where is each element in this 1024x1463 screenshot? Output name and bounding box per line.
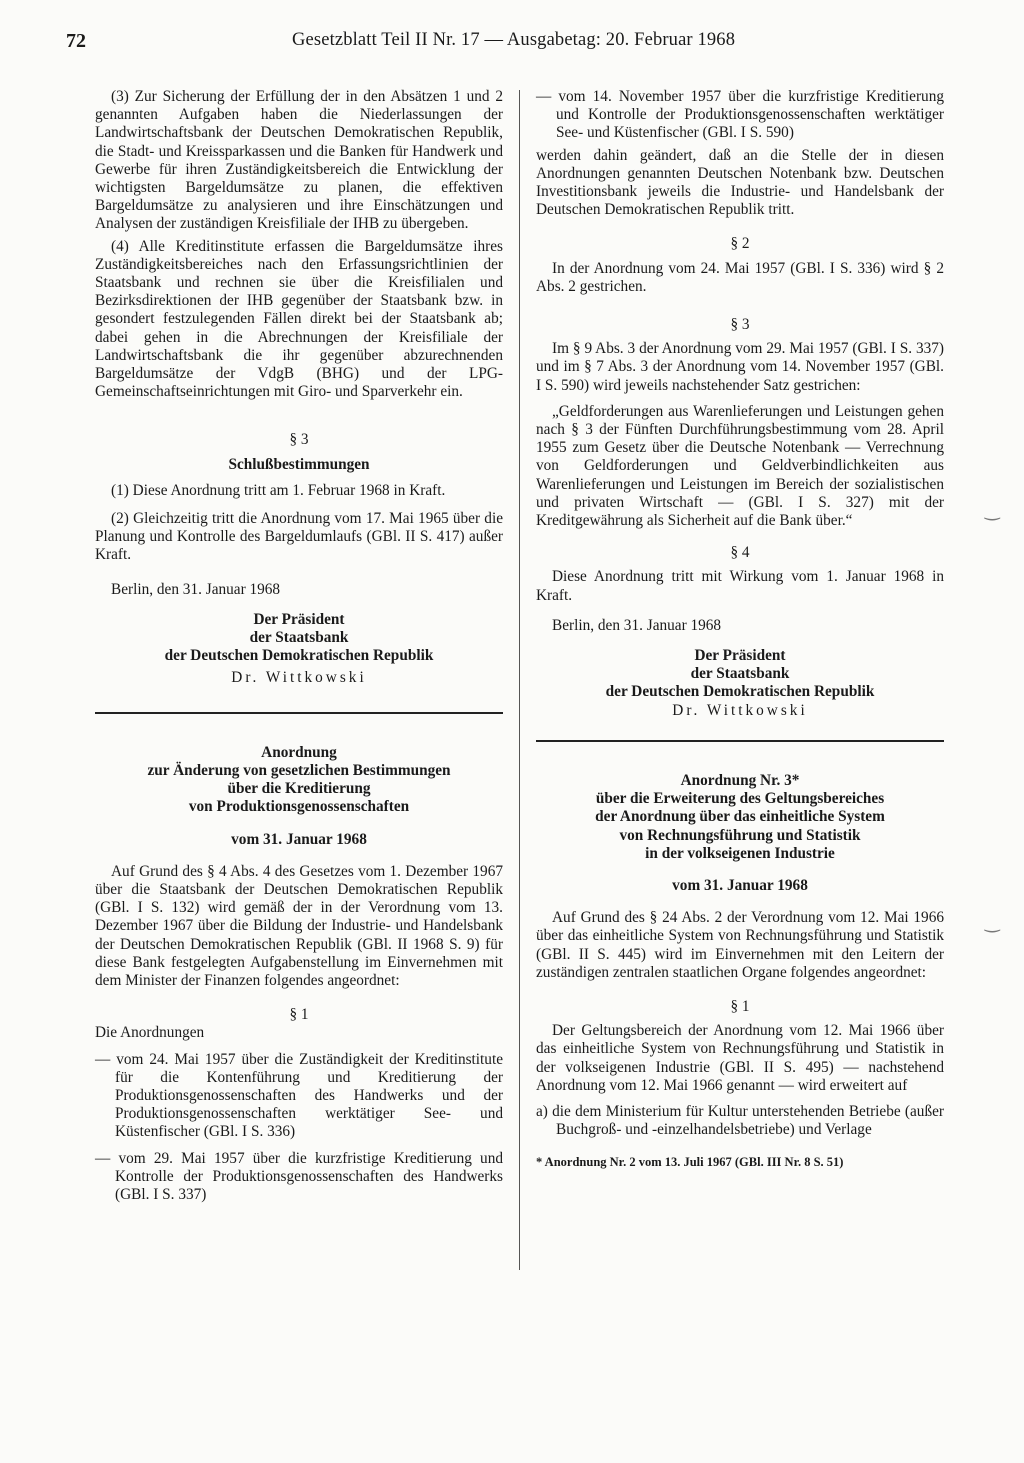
ordinance-title-2: zur Änderung von gesetzlichen Bestimmungen (147, 761, 451, 779)
signer-name: Dr. Wittkowski (231, 669, 367, 687)
list-item: — vom 14. November 1957 über die kurzfristige Kreditierung und Kontrolle der Produktionsgenossenschaften werktätiger See- und Küstenfischer (GBl. I S. 590) (536, 88, 944, 142)
list-item: — vom 24. Mai 1957 über die Zuständigkeit der Kreditinstitute für die Kontenführung und Kreditierung der Produktionsgenossenschaften des Handwerks und der Produktionsgenossenschaften werktätiger See- und Küstenfischer (GBl. I S. 336) (95, 1050, 503, 1141)
place-date: Berlin, den 31. Januar 1968 (552, 616, 722, 634)
section-heading: § 1 (289, 1006, 309, 1024)
section-heading: § 1 (730, 997, 750, 1015)
paragraph-s3-1: (1) Diese Anordnung tritt am 1. Februar 1968 in Kraft. (111, 481, 446, 499)
section-heading: § 3 (289, 431, 309, 449)
ordinance-title-4: von Rechnungsführung und Statistik (619, 826, 861, 844)
left-column (95, 88, 503, 1204)
list-item: — vom 29. Mai 1957 über die kurzfristige Kreditierung und Kontrolle der Produktionsgenossenschaften des Handwerks (GBl. I S. 337) (95, 1149, 503, 1203)
signature-line-1: Der Präsident (253, 610, 345, 628)
section-heading: § 2 (730, 235, 750, 253)
amendment-paragraph: werden dahin geändert, daß an die Stelle der in diesen Anordnungen genannten Deutschen Notenbank bzw. Deutschen Investitionsbank jeweils die Industrie- und Handelsbank der Deutschen Demokratischen Republik tritt. (536, 146, 944, 219)
signature-line-2: der Staatsbank (690, 665, 790, 683)
footnote: * Anordnung Nr. 2 vom 13. Juli 1967 (GBl. III Nr. 8 S. 51) (536, 1155, 844, 1170)
place-date: Berlin, den 31. Januar 1968 (111, 580, 281, 598)
section-heading: § 3 (730, 316, 750, 334)
quoted-sentence: „Geldforderungen aus Warenlieferungen und Leistungen gehen nach § 3 der Fünften Durchführungsbestimmung vom 28. April 1955 zum Gesetz über die Deutsche Notenbank — Verrechnung von Geldforderungen und Geldverbindlichkeiten aus Warenlieferungen und Leistungen im Bereich der sozialistischen und privaten Wirtschaft — (GBl. I S. 327) mit der Kreditgewährung als Sicherheit auf die Bank über.“ (536, 402, 944, 530)
ordinance-title-5: in der volkseigenen Industrie (645, 844, 835, 862)
preamble: Auf Grund des § 4 Abs. 4 des Gesetzes vom 1. Dezember 1967 über die Staatsbank der Deutschen Demokratischen Republik (GBl. I S. 132) wird gemäß der in der Verordnung vom 13. Dezember 1967 über die Bildung der Industrie- und Handelsbank der Deutschen Demokratischen Republik (GBl. II 1968 S. 9) für diese Bank festgelegten Aufgabenstellung im Einvernehmen mit dem Minister der Finanzen folgendes angeordnet: (95, 862, 503, 989)
ordinance-date: vom 31. Januar 1968 (231, 830, 367, 848)
paragraph-s1: Der Geltungsbereich der Anordnung vom 12. Mai 1966 über das einheitliche System von Rechnungsführung und Statistik in der volkseigenen Industrie (GBl. II S. 495) — nachstehend Anordnung vom 12. Mai 1966 genannt — wird erweitert auf (536, 1022, 944, 1094)
ordinance-title-3: über die Kreditierung (227, 780, 371, 798)
margin-mark: ‿ (985, 912, 1000, 932)
list-item: a) die dem Ministerium für Kultur unterstehenden Betriebe (außer Buchgroß- und -einzelhandelsbetriebe) und Verlage (536, 1102, 944, 1139)
signature-line-3: der Deutschen Demokratischen Republik (605, 683, 875, 701)
preamble: Auf Grund des § 24 Abs. 2 der Verordnung vom 12. Mai 1966 über das einheitliche System von Rechnungsführung und Statistik (GBl. II S. 445) wird im Einvernehmen mit den Leitern der zuständigen zentralen staatlichen Organe folgendes angeordnet: (536, 909, 944, 981)
gazette-title: Gesetzblatt Teil II Nr. 17 — Ausgabetag: 20. Februar 1968 (292, 30, 736, 50)
ordinance-title-4: von Produktionsgenossenschaften (188, 798, 410, 816)
ordinance-date: vom 31. Januar 1968 (672, 876, 808, 894)
section-title: Schlußbestimmungen (228, 455, 370, 473)
paragraph-s2: In der Anordnung vom 24. Mai 1957 (GBl. I S. 336) wird § 2 Abs. 2 gestrichen. (536, 259, 944, 295)
paragraph-s3-2: (2) Gleichzeitig tritt die Anordnung vom 17. Mai 1965 über die Planung und Kontrolle des Bargeldumlaufs (GBl. II S. 417) außer Kraft. (95, 510, 503, 564)
page-number: 72 (66, 30, 86, 52)
section-heading: § 4 (730, 544, 750, 562)
paragraph-s4: Diese Anordnung tritt mit Wirkung vom 1. Januar 1968 in Kraft. (536, 568, 944, 604)
paragraph-3: (3) Zur Sicherung der Erfüllung der in den Absätzen 1 und 2 genannten Aufgaben haben die Niederlassungen der Landwirtschaftsbank der Deutschen Demokratischen Republik, die Stadt- und Kreissparkassen und die Banken für Handwerk und Gewerbe für ihren Zuständigkeitsbereich die Entwicklung der wichtigsten Bargeldumsätze zu planen, die effektiven Bargeldumsätze zu analysieren und ihre Einschätzungen und Analysen der zuständigen Kreisfiliale der IHB zu übergeben. (95, 88, 503, 233)
paragraph-s3: Im § 9 Abs. 3 der Anordnung vom 29. Mai 1957 (GBl. I S. 337) und im § 7 Abs. 3 der Anordnung vom 14. November 1957 (GBl. I S. 590) wird jeweils nachstehender Satz gestrichen: (536, 340, 944, 394)
column-divider (519, 90, 520, 1270)
signature-line-1: Der Präsident (694, 647, 786, 665)
ordinance-title-1: Anordnung Nr. 3* (680, 771, 800, 789)
paragraph-4: (4) Alle Kreditinstitute erfassen die Bargeldumsätze ihres Zuständigkeitsbereiches nach den Erfassungsrichtlinien der Staatsbank und rechnen sie über die Kreisfilialen und Bezirksdirektionen der IHB gegenüber der Staatsbank bzw. in gesondert festzulegenden Fällen direkt bei der Staatsbank ab; dabei gehen in die Abrechnungen der Kreisfiliale der Landwirtschaftsbank die ihr gegenüber abzurechnenden Bargeldumsätze der VdgB (BHG) und der LPG-Gemeinschaftseinrichtungen mit Giro- und Sparverkehr ein. (95, 237, 503, 401)
section-intro: Die Anordnungen (95, 1024, 205, 1042)
signature-line-2: der Staatsbank (249, 629, 349, 647)
signer-name: Dr. Wittkowski (672, 701, 808, 719)
page-header (0, 24, 1024, 54)
ordinance-title-3: der Anordnung über das einheitliche System (595, 808, 885, 826)
margin-mark: ‿ (985, 500, 1000, 520)
ordinance-title-2: über die Erweiterung des Geltungsbereiches (595, 790, 885, 808)
signature-line-3: der Deutschen Demokratischen Republik (164, 647, 434, 665)
ordinance-title-1: Anordnung (261, 743, 337, 761)
right-column (536, 88, 944, 1170)
